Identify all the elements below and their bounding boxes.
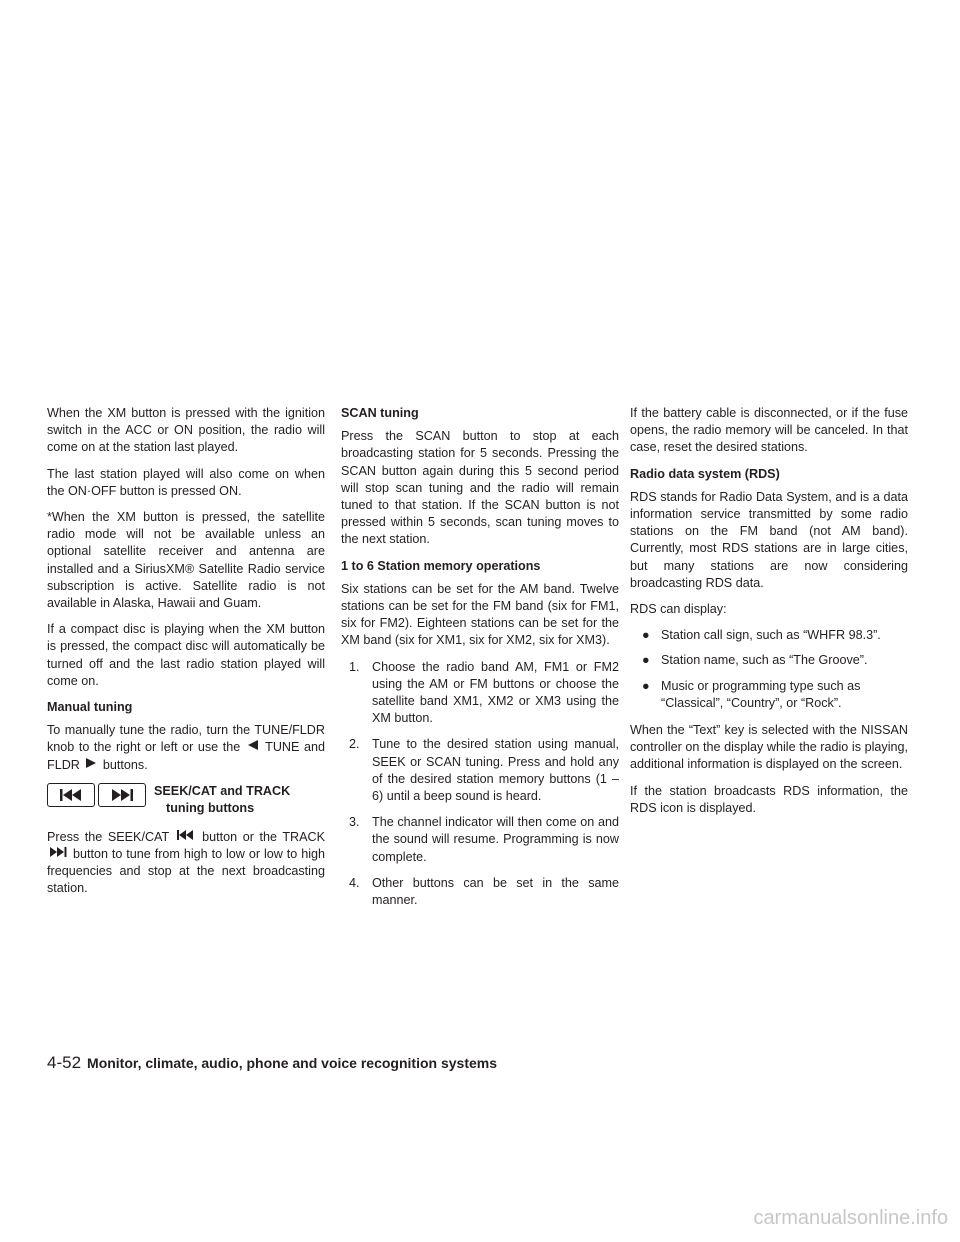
list-item <box>630 627 908 644</box>
track-button <box>98 783 146 807</box>
skip-back-icon <box>177 830 195 840</box>
skip-back-icon <box>60 789 82 801</box>
press-text-b: button or the TRACK <box>202 829 326 844</box>
step-text: Other buttons can be set in the same manner. <box>372 875 619 908</box>
caption-line-2: tuning buttons <box>166 800 255 815</box>
memory-steps-list <box>341 659 619 910</box>
bullet-text: Music or programming type such as “Classical”, “Country”, or “Rock”. <box>661 678 861 710</box>
paragraph-seek-track <box>47 829 325 898</box>
column-left <box>47 405 325 907</box>
seek-cat-button <box>47 783 95 807</box>
page-footer <box>47 1053 497 1075</box>
list-item <box>341 659 619 728</box>
page-number: 4-52 <box>47 1053 82 1072</box>
skip-forward-icon <box>49 847 67 857</box>
step-number: 4. <box>349 875 360 890</box>
step-text: The channel indicator will then come on and the sound will resume. Programming is now complete. <box>372 815 619 864</box>
paragraph-text-key: When the “Text” key is selected with the NISSAN controller on the display while the radio is playing, additional information is displayed on the screen. <box>630 723 908 772</box>
paragraph-last-station: The last station played will also come on when the ON·OFF button is pressed ON. <box>47 466 325 498</box>
list-item <box>630 678 908 712</box>
triangle-left-icon <box>247 740 259 750</box>
paragraph-battery: If the battery cable is disconnected, or if the fuse opens, the radio memory will be canceled. In that case, reset the desired stations. <box>630 406 908 455</box>
heading-scan-tuning: SCAN tuning <box>341 406 419 420</box>
press-text-c: button to tune from high to low or low to high frequencies and stop at the next broadcasting station. <box>47 847 326 896</box>
paragraph-xm-button: When the XM button is pressed with the ignition switch in the ACC or ON position, the radio will come on at the station last played. <box>47 406 325 455</box>
step-text: Choose the radio band AM, FM1 or FM2 using the AM or FM buttons or choose the satellite band XM1, XM2 or XM3 using the XM button. <box>372 659 619 726</box>
manual-text-b: TUNE and FLDR <box>47 740 325 772</box>
paragraph-station-memory: Six stations can be set for the AM band. Twelve stations can be set for the FM band (six for FM1, six for FM2). Eighteen stations can be set for the XM band (six for XM1, six for XM2, six for XM3). <box>341 581 619 648</box>
paragraph-satellite-note: *When the XM button is pressed, the satellite radio mode will not be available unless an optional satellite receiver and antenna are installed and a SiriusXM® Satellite Radio service subscription is active. Satellite radio is not available in Alaska, Hawaii and Guam. <box>47 510 325 611</box>
rds-bullet-list <box>630 627 908 712</box>
bullet-text: Station name, such as “The Groove”. <box>661 653 868 668</box>
triangle-right-icon <box>85 758 97 768</box>
paragraph-manual-tuning <box>47 722 325 774</box>
bullet-icon: ● <box>642 653 650 668</box>
watermark: carmanualsonline.info <box>753 1207 948 1229</box>
press-text-a: Press the SEEK/CAT <box>47 829 169 844</box>
step-number: 1. <box>349 659 360 674</box>
list-item <box>341 875 619 909</box>
list-item <box>630 652 908 669</box>
heading-rds: Radio data system (RDS) <box>630 466 780 481</box>
section-title: Monitor, climate, audio, phone and voice recognition systems <box>87 1055 497 1071</box>
step-text: Tune to the desired station using manual, SEEK or SCAN tuning. Press and hold any of the desired station memory buttons (1 – 6) until a beep sound is heard. <box>372 737 619 804</box>
paragraph-rds: RDS stands for Radio Data System, and is a data information service transmitted by some radio stations on the FM band (not AM band). Currently, most RDS stations are in large cities, but many stations are now considering broadcasting RDS data. <box>630 489 908 590</box>
column-right <box>630 405 908 826</box>
manual-text-c: buttons. <box>102 757 148 772</box>
manual-text-a: To manually tune the radio, turn the TUNE/FLDR knob to the right or left or use the <box>47 723 325 755</box>
skip-forward-icon <box>111 789 133 801</box>
caption-line-1: SEEK/CAT and TRACK <box>154 783 291 798</box>
bullet-icon: ● <box>642 628 650 643</box>
paragraph-rds-display: RDS can display: <box>630 602 727 617</box>
heading-manual-tuning: Manual tuning <box>47 700 133 715</box>
list-item <box>341 814 619 866</box>
seek-track-caption <box>154 783 290 817</box>
heading-station-memory: 1 to 6 Station memory operations <box>341 558 541 573</box>
seek-track-button-figure <box>47 783 325 817</box>
paragraph-rds-icon: If the station broadcasts RDS information, the RDS icon is displayed. <box>630 783 908 815</box>
paragraph-compact-disc: If a compact disc is playing when the XM button is pressed, the compact disc will automatically be turned off and the last radio station played will come on. <box>47 622 325 688</box>
bullet-text: Station call sign, such as “WHFR 98.3”. <box>661 628 881 643</box>
step-number: 2. <box>349 737 360 752</box>
paragraph-scan-tuning: Press the SCAN button to stop at each broadcasting station for 5 seconds. Pressing the SCAN button again during this 5 second period will stop scan tuning and the radio will remain tuned to that station. If the SCAN button is not pressed within 5 seconds, scan tuning moves to the next station. <box>341 429 619 547</box>
bullet-icon: ● <box>642 678 650 693</box>
step-number: 3. <box>349 815 360 830</box>
column-middle <box>341 405 619 919</box>
list-item <box>341 736 619 805</box>
